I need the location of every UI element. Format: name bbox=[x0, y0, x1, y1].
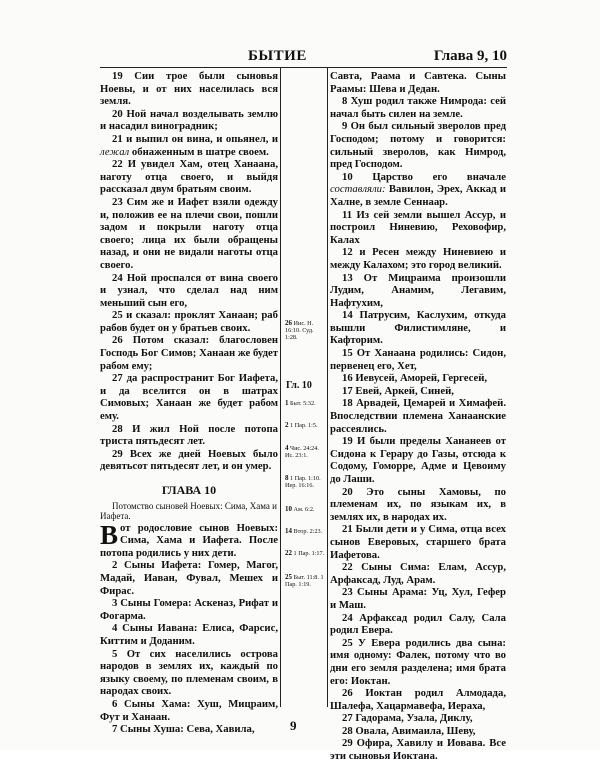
cross-ref-2: 2 1 Пар. 1:5. bbox=[285, 421, 318, 429]
verse-10-5: 5 От сих населились острова народов в землях их, каждый по языку своему, по племенам своим, в народах своих. bbox=[100, 647, 278, 698]
verse-10-25: 25 У Евера родились два сына: имя одному: Фалек, потому что во дни его земля разделена; имя брата его: Иоктан. bbox=[330, 636, 506, 687]
verse-9-24: 24 Ной проспался от вина своего и узнал, что сделал над ним меньший сын его, bbox=[100, 271, 278, 309]
verse-10-10-italic: составляли: bbox=[330, 183, 386, 196]
book-title: БЫТИЕ bbox=[248, 48, 307, 64]
verse-10-24: 24 Арфаксад родил Салу, Сала родил Евера. bbox=[330, 611, 506, 637]
verse-10-8: 8 Хуш родил также Нимрода: сей начал быть силен на земле. bbox=[330, 95, 506, 120]
verse-10-7-end: Савта, Раама и Савтека. Сыны Раамы: Шева и Дедан. bbox=[330, 70, 506, 95]
verse-9-19: 19 Сии трое были сыновья Ноевы, и от них населилась вся земля. bbox=[100, 70, 278, 108]
verse-10-20: 20 Это сыны Хамовы, по племенам их, по языкам их, в землях их, в народах их. bbox=[330, 485, 506, 523]
cross-ref-1: 1 Быт. 5:32. bbox=[285, 399, 316, 407]
verse-10-9: 9 Он был сильный зверолов пред Господом; потому и говорится: сильный зверолов, как Нимрод, пред Господом. bbox=[330, 120, 506, 171]
verse-10-16: 16 Иевусей, Аморей, Гергесей, bbox=[342, 372, 488, 385]
verse-10-29: 29 Офира, Хавилу и Иовава. Все эти сыновья Иоктана. bbox=[330, 737, 506, 763]
verse-9-26: 26 Потом сказал: благословен Господь Бог Симов; Ханаан же будет рабом ему; bbox=[100, 334, 278, 372]
verse-10-28: 28 Овала, Авимаила, Шеву, bbox=[342, 724, 476, 737]
cross-ref-26: 26 Иис. Н. 16:10. Суд. 1:28. bbox=[285, 319, 314, 342]
page-number: 9 bbox=[290, 718, 297, 733]
verse-10-23: 23 Сыны Арама: Уц, Хул, Гефер и Маш. bbox=[330, 586, 506, 611]
verse-10-10-end: Вавилон, Эрех, Аккад и Халне, в земле Сеннаар. bbox=[330, 183, 506, 208]
verse-10-22: 22 Сыны Сима: Елам, Ассур, Арфаксад, Луд, Арам. bbox=[330, 561, 506, 586]
verse-10-27: 27 Гадорама, Узала, Диклу, bbox=[342, 712, 473, 725]
cross-ref-25: 25 Быт. 11:8. 1 Пар. 1:19. bbox=[285, 573, 324, 589]
verse-9-28: 28 И жил Ной после потопа триста пятьдесят лет. bbox=[100, 422, 278, 448]
chapter-10-heading: ГЛАВА 10 bbox=[161, 483, 217, 497]
verse-10-26: 26 Иоктан родил Алмодада, Шалефа, Хацармавефа, Иераха, bbox=[330, 687, 506, 712]
verse-10-12: 12 и Ресен между Ниневиею и между Калахом; это город великий. bbox=[330, 246, 506, 271]
verse-9-21-italic: лежал bbox=[100, 145, 130, 158]
verse-9-29: 29 Всех же дней Ноевых было девятьсот пятьдесят лет, и он умер. bbox=[100, 447, 278, 473]
cross-ref-22: 22 1 Пар. 1:17. bbox=[285, 549, 325, 557]
verse-10-17: 17 Евей, Аркей, Синей, bbox=[342, 384, 454, 397]
verse-10-1-text: от родословие сынов Ноевых: Сима, Хама и Иафета. После потопа родились у них дети. bbox=[100, 521, 278, 559]
column-divider-right bbox=[327, 67, 328, 707]
verse-10-7-start: 7 Сыны Хуша: Сева, Хавила, bbox=[112, 723, 255, 736]
cross-ref-10: 10 Ам. 6:2. bbox=[285, 505, 315, 513]
verse-9-22: 22 И увидел Хам, отец Ханаана, наготу отца своего, и выйдя рассказал двум братьям своим. bbox=[100, 158, 278, 196]
verse-9-25: 25 и сказал: проклят Ханаан; раб рабов будет он у братьев своих. bbox=[100, 309, 278, 334]
verse-10-19: 19 И были пределы Хананеев от Сидона к Герару до Газы, отсюда к Содому, Гоморре, Адме и Цевоиму до Лаши. bbox=[330, 435, 506, 485]
verse-9-21-end: обнаженным в шатре своем. bbox=[131, 145, 269, 158]
left-text-column bbox=[100, 70, 278, 736]
verse-10-15: 15 От Ханаана родились: Сидон, первенец его, Хет, bbox=[330, 347, 506, 372]
verse-10-14: 14 Патрусим, Каслухим, откуда вышли Филистимляне, и Кафторим. bbox=[330, 309, 506, 347]
header-rule bbox=[100, 67, 507, 68]
verse-10-2: 2 Сыны Иафета: Гомер, Магог, Мадай, Иаван, Фувал, Мешех и Фирас. bbox=[100, 559, 278, 597]
cross-ref-4: 4 Чис. 24:24. Ис. 23:1. bbox=[285, 444, 319, 460]
verse-10-1 bbox=[100, 519, 278, 560]
verse-10-10 bbox=[330, 171, 506, 209]
verse-9-27: 27 да распространит Бог Иафета, и да вселится он в шатрах Симовых; Ханаан же будет рабом ему. bbox=[100, 372, 278, 423]
drop-cap: В bbox=[100, 519, 119, 550]
verse-10-21: 21 Были дети и у Сима, отца всех сынов Еверовых, старшего брата Иафетова. bbox=[330, 523, 506, 561]
cross-ref-8: 8 1 Пар. 1:10. Иер. 16:16. bbox=[285, 474, 321, 490]
verse-10-11: 11 Из сей земли вышел Ассур, и построил Ниневию, Реховофир, Калах bbox=[330, 208, 506, 246]
verse-10-6: 6 Сыны Хама: Хуш, Мицраим, Фут и Ханаан. bbox=[100, 697, 278, 723]
verse-10-13: 13 От Мицраима произошли Лудим, Анамим, Легавим, Нафтухим, bbox=[330, 271, 506, 309]
chapter-indicator: Глава 9, 10 bbox=[433, 48, 507, 64]
verse-9-21 bbox=[100, 133, 278, 158]
right-text-column bbox=[330, 70, 506, 763]
chapter-summary: Потомство сыновей Ноевых: Сима, Хама и Иафета. bbox=[100, 500, 277, 522]
verse-10-4: 4 Сыны Иавана: Елиса, Фарсис, Киттим и Доданим. bbox=[100, 622, 278, 647]
verse-10-3: 3 Сыны Гомера: Аскеназ, Рифат и Фогарма. bbox=[100, 597, 278, 622]
verse-10-18: 18 Арвадей, Цемарей и Химафей. Впоследствии племена Ханаанские рассеялись. bbox=[330, 397, 506, 435]
verse-9-23: 23 Сим же и Иафет взяли одежду и, положив ее на плечи свои, пошли задом и покрыли наготу отца своего; лица их были обращены назад, и они не видали наготы отца своего. bbox=[100, 195, 278, 271]
verse-9-21-start: 21 и выпил он вина, и опьянел, и bbox=[112, 132, 278, 145]
chapter-10-ref-label: Гл. 10 bbox=[286, 380, 312, 391]
column-divider-left bbox=[280, 67, 281, 707]
verse-9-20: 20 Ной начал возделывать землю и насадил виноградник; bbox=[100, 107, 278, 133]
cross-ref-14: 14 Втор. 2:23. bbox=[285, 527, 323, 535]
verse-10-10-start: 10 Царство его вначале bbox=[342, 170, 506, 183]
